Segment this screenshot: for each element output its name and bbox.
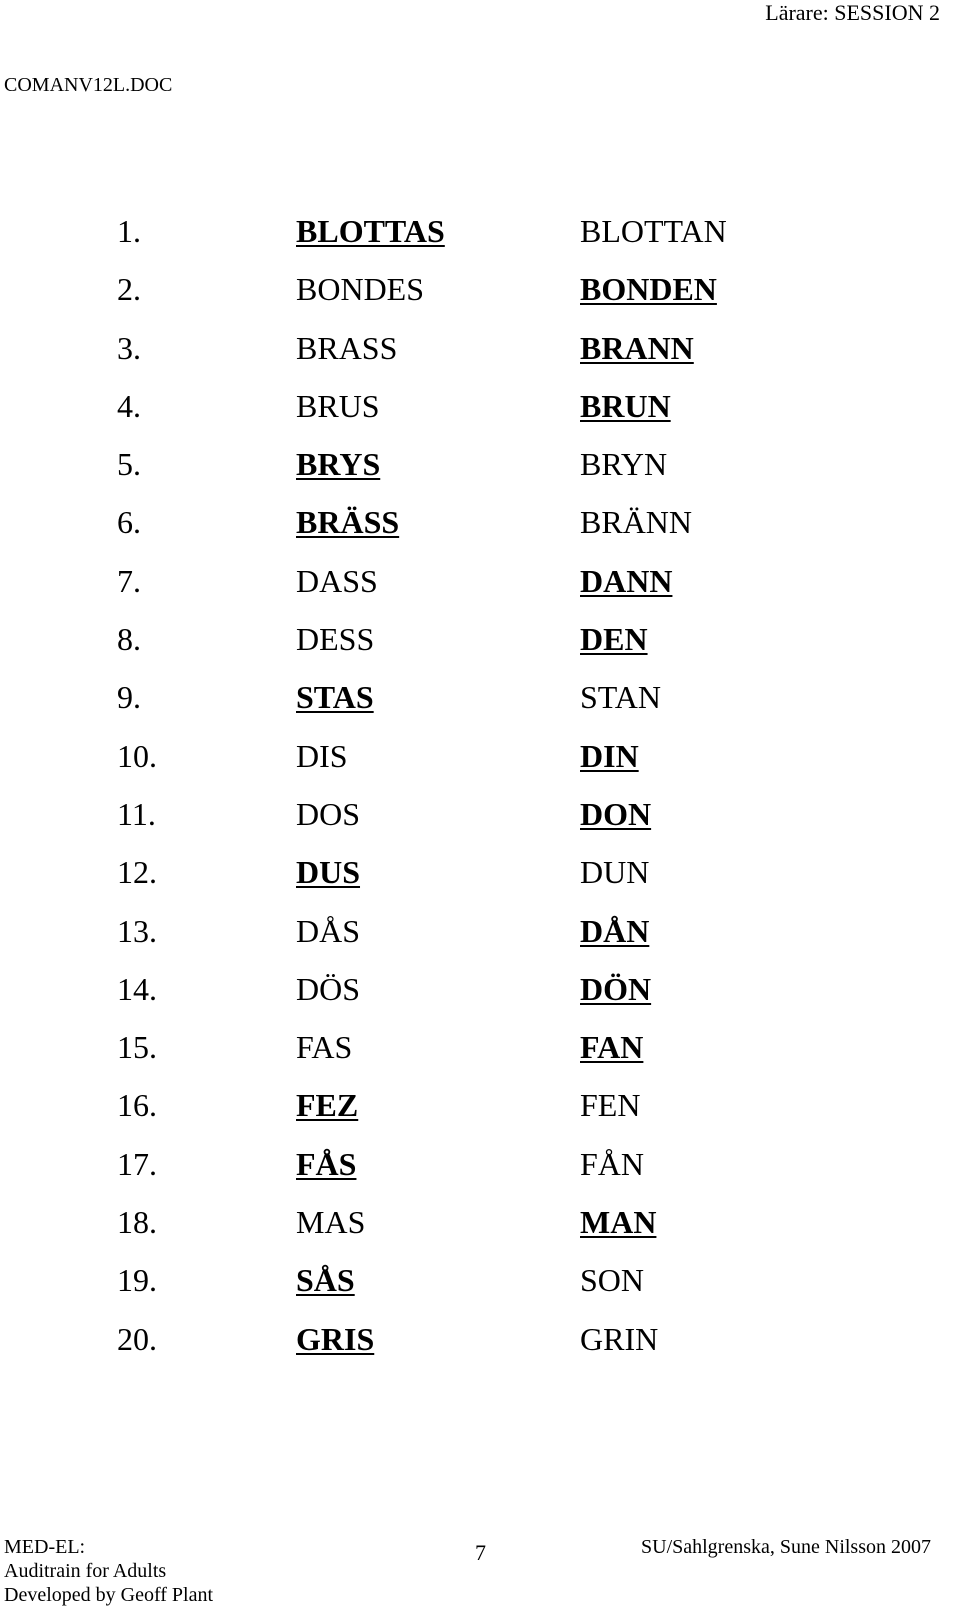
word-b: BRYN (580, 446, 668, 483)
word-pair-row (0, 969, 960, 1027)
item-number: 7. (117, 562, 141, 599)
word-a: DÖS (296, 970, 361, 1007)
word-b: MAN (580, 1204, 657, 1241)
word-pair-row (0, 1202, 960, 1260)
word-a: BONDES (296, 271, 425, 308)
item-number: 6. (117, 504, 141, 541)
word-b: DANN (580, 562, 673, 599)
word-pair-row (0, 1319, 960, 1377)
word-a: BRASS (296, 329, 398, 366)
item-number: 8. (117, 621, 141, 658)
word-a: BRÄSS (296, 504, 400, 541)
word-pair-row (0, 619, 960, 677)
word-pair-row (0, 794, 960, 852)
footer-product: Auditrain for Adults (4, 1560, 167, 1582)
word-pair-row (0, 1027, 960, 1085)
item-number: 2. (117, 271, 141, 308)
word-pair-list (0, 211, 960, 1377)
word-b: DUN (580, 854, 650, 891)
word-a: DUS (296, 854, 361, 891)
word-pair-row (0, 1144, 960, 1202)
session-header: Lärare: SESSION 2 (765, 0, 940, 25)
word-pair-row (0, 561, 960, 619)
word-b: FEN (580, 1087, 641, 1124)
word-b: DEN (580, 621, 648, 658)
item-number: 4. (117, 387, 141, 424)
word-a: STAS (296, 679, 374, 716)
word-a: BLOTTAS (296, 213, 445, 249)
word-b: DON (580, 795, 652, 832)
word-b: BRUN (580, 387, 671, 424)
word-a: BRUS (296, 387, 380, 424)
word-a: FEZ (296, 1087, 359, 1124)
word-pair-row (0, 444, 960, 502)
footer-developer: Developed by Geoff Plant (4, 1584, 214, 1606)
word-pair-row (0, 269, 960, 327)
item-number: 5. (117, 446, 141, 483)
word-pair-row (0, 328, 960, 386)
word-b: BRÄNN (580, 504, 693, 541)
word-b: BONDEN (580, 271, 717, 308)
word-pair-row (0, 736, 960, 794)
word-pair-row (0, 677, 960, 735)
word-a: DOS (296, 795, 361, 832)
item-number: 18. (117, 1204, 157, 1241)
item-number: 14. (117, 970, 157, 1007)
item-number: 3. (117, 329, 141, 366)
item-number: 15. (117, 1029, 157, 1066)
item-number: 19. (117, 1262, 157, 1299)
word-pair-row (0, 386, 960, 444)
word-a: FÅS (296, 1145, 357, 1182)
item-number: 9. (117, 679, 141, 716)
footer-left (4, 1535, 213, 1607)
word-a: DESS (296, 621, 375, 658)
item-number: 20. (117, 1320, 157, 1357)
word-pair-row (0, 1260, 960, 1318)
word-b: BLOTTAN (580, 213, 727, 249)
word-a: MAS (296, 1204, 366, 1241)
item-number: 1. (117, 213, 141, 249)
item-number: 12. (117, 854, 157, 891)
word-b: FAN (580, 1029, 644, 1066)
item-number: 13. (117, 912, 157, 949)
word-b: DÅN (580, 912, 650, 949)
word-a: FAS (296, 1029, 353, 1066)
item-number: 17. (117, 1145, 157, 1182)
word-a: DIS (296, 737, 348, 774)
word-pair-row (0, 852, 960, 910)
item-number: 11. (117, 795, 156, 832)
word-pair-row (0, 502, 960, 560)
word-a: DÅS (296, 912, 361, 949)
word-b: GRIN (580, 1320, 659, 1357)
word-b: FÅN (580, 1145, 645, 1182)
word-a: GRIS (296, 1320, 375, 1357)
footer-credit: SU/Sahlgrenska, Sune Nilsson 2007 (641, 1536, 931, 1558)
word-a: SÅS (296, 1262, 355, 1299)
word-a: BRYS (296, 446, 381, 483)
word-b: DÖN (580, 970, 652, 1007)
item-number: 16. (117, 1087, 157, 1124)
word-pair-row (0, 1085, 960, 1143)
word-b: SON (580, 1262, 645, 1299)
document-name: COMANV12L.DOC (4, 74, 173, 96)
word-b: BRANN (580, 329, 694, 366)
footer-company: MED-EL: (4, 1536, 86, 1558)
item-number: 10. (117, 737, 157, 774)
word-b: DIN (580, 737, 639, 774)
word-pair-row (0, 911, 960, 969)
page-number: 7 (475, 1540, 486, 1565)
word-pair-row (0, 211, 960, 269)
word-b: STAN (580, 679, 661, 716)
word-a: DASS (296, 562, 378, 599)
